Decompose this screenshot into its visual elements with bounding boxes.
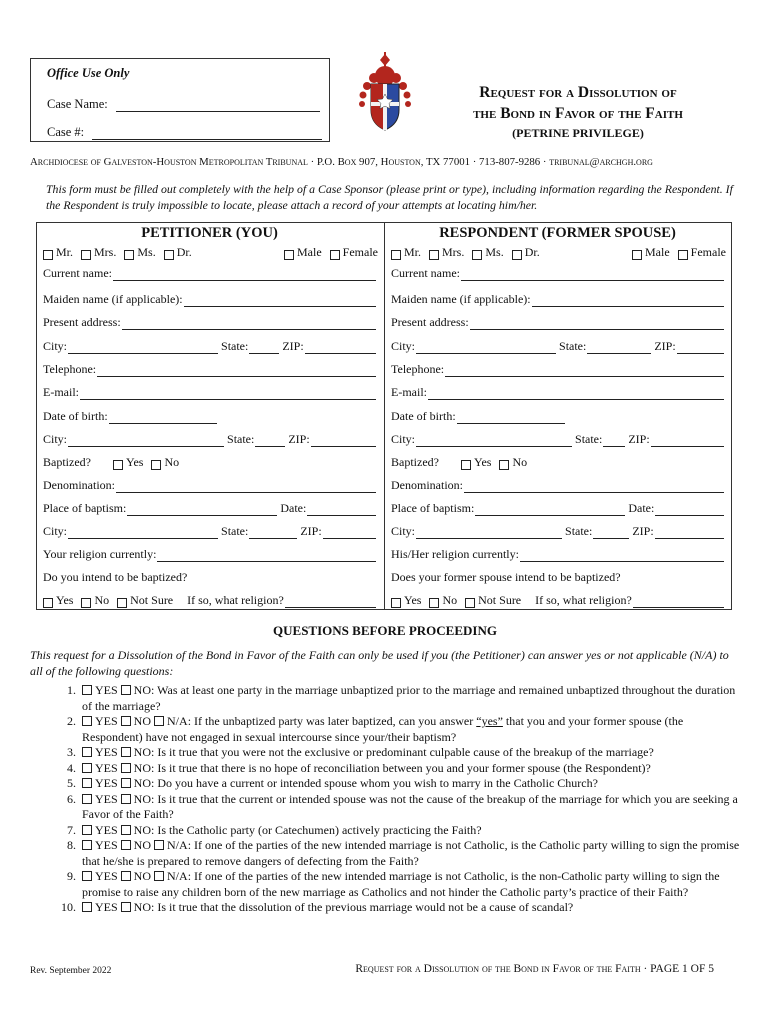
- case-name-label: Case Name:: [47, 97, 108, 111]
- respondent-intend-row: [391, 570, 726, 585]
- petitioner-baptism-place-field[interactable]: [127, 503, 277, 516]
- q4-no-checkbox[interactable]: [121, 763, 131, 773]
- label-no: No: [512, 455, 528, 469]
- petitioner-dr-checkbox[interactable]: [164, 250, 174, 260]
- label-email: E-mail:: [391, 385, 427, 399]
- label-yes: Yes: [473, 455, 492, 469]
- petitioner-baptism-zip-field[interactable]: [323, 526, 376, 539]
- form-instructions: This form must be filled out completely with the help of a Case Sponsor (please print or type), including information regarding the Respondent. If the Respondent is truly impossible to locate, please attach a record of your attempts at locating him/her.: [46, 182, 733, 212]
- label-state: State:: [221, 524, 249, 538]
- question-number: 7.: [67, 822, 76, 837]
- respondent-heading: RESPONDENT (FORMER SPOUSE): [439, 225, 676, 241]
- office-use-box: [30, 58, 330, 142]
- page-footer: Request for a Dissolution of the Bond in Favor of the Faith · PAGE 1 OF 5: [355, 963, 714, 975]
- petitioner-telephone-field[interactable]: [97, 364, 376, 377]
- party-info-grid: [36, 222, 732, 610]
- respondent-denomination-row: [391, 478, 726, 493]
- label-what-religion: If so, what religion?: [535, 593, 632, 607]
- label-zip: ZIP:: [300, 524, 322, 538]
- label-mr: Mr.: [404, 245, 422, 259]
- petitioner-baptized-no-checkbox[interactable]: [151, 460, 161, 470]
- label-state: State:: [575, 432, 603, 446]
- case-name-field[interactable]: [116, 99, 320, 112]
- petitioner-intend-no-checkbox[interactable]: [81, 598, 91, 608]
- q1-yes-checkbox[interactable]: [82, 685, 92, 695]
- question-text: : Is it true that the dissolution of the previous marriage would not be a cause of scandal?: [151, 900, 574, 914]
- label-religion: Your religion currently:: [43, 547, 157, 561]
- petitioner-address-field[interactable]: [122, 317, 376, 330]
- q2-na-checkbox[interactable]: [154, 716, 164, 726]
- q5-no-checkbox[interactable]: [121, 778, 131, 788]
- q7-yes-checkbox[interactable]: [82, 825, 92, 835]
- label-telephone: Telephone:: [391, 362, 445, 376]
- q5-yes-checkbox[interactable]: [82, 778, 92, 788]
- respondent-dr-checkbox[interactable]: [512, 250, 522, 260]
- label-female: Female: [342, 245, 378, 259]
- q2-no-checkbox[interactable]: [121, 716, 131, 726]
- label-maiden-name: Maiden name (if applicable):: [391, 292, 531, 306]
- label-maiden-name: Maiden name (if applicable):: [43, 292, 183, 306]
- label-male: Male: [297, 245, 322, 259]
- label-female: Female: [690, 245, 726, 259]
- q10-yes-checkbox[interactable]: [82, 902, 92, 912]
- label-current-name: Current name:: [391, 266, 460, 280]
- q8-na-checkbox[interactable]: [154, 840, 164, 850]
- petitioner-future-religion-field[interactable]: [285, 595, 376, 608]
- label-no: NO: [133, 838, 152, 852]
- respondent-intend-answer-row: [391, 593, 726, 608]
- petitioner-intend-answer-row: [43, 593, 378, 608]
- question-number: 4.: [67, 760, 76, 775]
- petitioner-religion-row: [43, 547, 378, 562]
- label-na: N/A: [167, 869, 188, 883]
- label-not-sure: Not Sure: [478, 593, 522, 607]
- question-text: : If one of the parties of the new intended marriage is not Catholic, is the non-Catholic party willing to sign the promise to raise any children born of the new marriage as Catholics and not hinder the Catholic party’s practice of their Faith?: [82, 869, 720, 899]
- label-state: State:: [559, 339, 587, 353]
- question-number: 3.: [67, 745, 76, 759]
- petitioner-birth-zip-field[interactable]: [311, 434, 376, 447]
- petitioner-address-row: [43, 315, 378, 330]
- label-yes: YES: [95, 900, 118, 914]
- petitioner-state-field[interactable]: [249, 341, 279, 354]
- petitioner-dob-field[interactable]: [109, 411, 217, 424]
- respondent-birth-state-field[interactable]: [603, 434, 625, 447]
- label-yes: YES: [95, 745, 118, 759]
- petitioner-denomination-field[interactable]: [116, 480, 376, 493]
- petitioner-email-row: [43, 385, 378, 400]
- petitioner-mrs-checkbox[interactable]: [81, 250, 91, 260]
- label-yes: Yes: [404, 593, 422, 607]
- office-use-title: Office Use Only: [47, 66, 130, 80]
- respondent-intend-yes-checkbox[interactable]: [391, 598, 401, 608]
- petitioner-telephone-row: [43, 362, 378, 377]
- label-intend-baptized: Do you intend to be baptized?: [43, 570, 188, 584]
- archdiocese-crest-icon: [357, 50, 413, 134]
- label-telephone: Telephone:: [43, 362, 97, 376]
- label-male: Male: [645, 245, 670, 259]
- label-not-sure: Not Sure: [130, 593, 174, 607]
- respondent-current-name-row: [391, 266, 726, 281]
- case-number-field[interactable]: [92, 127, 322, 140]
- label-present-address: Present address:: [43, 315, 121, 329]
- label-date: Date:: [628, 501, 655, 515]
- respondent-email-row: [391, 385, 726, 400]
- questions-heading: QUESTIONS BEFORE PROCEEDING: [273, 623, 497, 638]
- question-3: [30, 745, 746, 761]
- label-denomination: Denomination:: [391, 478, 463, 492]
- q10-no-checkbox[interactable]: [121, 902, 131, 912]
- petitioner-birth-city-row: [43, 432, 378, 447]
- respondent-birth-city-field[interactable]: [416, 434, 572, 447]
- question-6: [30, 792, 746, 823]
- label-state: State:: [227, 432, 255, 446]
- label-na: N/A: [167, 838, 188, 852]
- q6-no-checkbox[interactable]: [121, 794, 131, 804]
- label-state: State:: [565, 524, 593, 538]
- q8-no-checkbox[interactable]: [121, 840, 131, 850]
- q4-yes-checkbox[interactable]: [82, 763, 92, 773]
- label-city: City:: [43, 339, 68, 353]
- petitioner-religion-field[interactable]: [157, 549, 376, 562]
- respondent-ms-checkbox[interactable]: [472, 250, 482, 260]
- question-number: 10.: [61, 900, 76, 914]
- q3-yes-checkbox[interactable]: [82, 747, 92, 757]
- question-2: [30, 714, 746, 745]
- petitioner-city-field[interactable]: [68, 341, 218, 354]
- label-place-of-baptism: Place of baptism:: [391, 501, 475, 515]
- petitioner-title-row: [43, 245, 378, 260]
- respondent-baptism-zip-field[interactable]: [655, 526, 724, 539]
- petitioner-heading: PETITIONER (YOU): [141, 225, 278, 241]
- label-city: City:: [391, 339, 416, 353]
- label-zip: ZIP:: [632, 524, 654, 538]
- respondent-dob-row: [391, 409, 726, 424]
- label-no: No: [94, 593, 110, 607]
- question-text: : Is it true that there is no hope of reconciliation between you and your former spouse (the Respondent)?: [151, 760, 651, 775]
- petitioner-baptized-row: [43, 455, 378, 470]
- form-title-line-2: the Bond in Favor of the Faith: [473, 105, 683, 122]
- label-yes: YES: [95, 683, 118, 697]
- question-1: [30, 683, 746, 714]
- petitioner-maiden-name-field[interactable]: [184, 294, 376, 307]
- revision-date: Rev. September 2022: [30, 966, 112, 976]
- respondent-baptized-yes-checkbox[interactable]: [461, 460, 471, 470]
- respondent-telephone-field[interactable]: [445, 364, 724, 377]
- label-current-name: Current name:: [43, 266, 112, 280]
- label-no: No: [442, 593, 458, 607]
- label-spouse-intend-baptized: Does your former spouse intend to be baptized?: [391, 570, 621, 584]
- label-ms: Ms.: [137, 245, 156, 259]
- respondent-baptized-no-checkbox[interactable]: [499, 460, 509, 470]
- question-number: 5.: [67, 776, 76, 790]
- label-no: NO: [133, 791, 152, 806]
- label-dob: Date of birth:: [391, 409, 456, 423]
- petitioner-baptism-date-field[interactable]: [307, 503, 376, 516]
- q7-no-checkbox[interactable]: [121, 825, 131, 835]
- label-city: City:: [43, 432, 68, 446]
- label-yes: YES: [95, 776, 118, 790]
- q9-yes-checkbox[interactable]: [82, 871, 92, 881]
- petitioner-dob-row: [43, 409, 378, 424]
- question-text: : If one of the parties of the new intended marriage is not Catholic, is the Catholic party willing to sign the promise that he/she is prepared to remove dangers of defecting from the Faith?: [82, 838, 740, 868]
- question-10: [30, 900, 746, 916]
- q9-no-checkbox[interactable]: [121, 871, 131, 881]
- question-7: [30, 823, 746, 839]
- label-yes: YES: [95, 760, 118, 775]
- respondent-religion-row: [391, 547, 726, 562]
- respondent-mrs-checkbox[interactable]: [429, 250, 439, 260]
- petitioner-denomination-row: [43, 478, 378, 493]
- respondent-address-row: [391, 315, 726, 330]
- respondent-baptism-city-row: [391, 524, 726, 539]
- label-baptized: Baptized?: [391, 455, 439, 469]
- question-5: [30, 776, 746, 792]
- petitioner-email-field[interactable]: [80, 387, 376, 400]
- respondent-female-checkbox[interactable]: [678, 250, 688, 260]
- respondent-baptism-state-field[interactable]: [593, 526, 629, 539]
- petitioner-current-name-row: [43, 266, 378, 281]
- petitioner-baptism-state-field[interactable]: [249, 526, 297, 539]
- respondent-mr-checkbox[interactable]: [391, 250, 401, 260]
- respondent-title-row: [391, 245, 726, 260]
- label-dr: Dr.: [176, 245, 192, 259]
- petitioner-column: [37, 223, 382, 609]
- label-no: NO: [133, 869, 152, 883]
- label-no: No: [164, 455, 180, 469]
- petitioner-intend-notsure-checkbox[interactable]: [117, 598, 127, 608]
- respondent-future-religion-field[interactable]: [633, 595, 724, 608]
- question-text: : Is the Catholic party (or Catechumen) actively practicing the Faith?: [151, 822, 482, 837]
- label-zip: ZIP:: [288, 432, 310, 446]
- label-city: City:: [391, 524, 416, 538]
- respondent-email-field[interactable]: [428, 387, 724, 400]
- question-text: : Do you have a current or intended spouse whom you wish to marry in the Catholic Church?: [151, 776, 598, 790]
- label-no: NO: [133, 760, 152, 775]
- petitioner-city-row: [43, 339, 378, 354]
- q6-yes-checkbox[interactable]: [82, 794, 92, 804]
- label-denomination: Denomination:: [43, 478, 115, 492]
- q3-no-checkbox[interactable]: [121, 747, 131, 757]
- label-no: NO: [133, 776, 152, 790]
- label-yes: YES: [95, 822, 118, 837]
- label-no: NO: [133, 822, 152, 837]
- petitioner-baptism-city-row: [43, 524, 378, 539]
- label-yes: YES: [95, 791, 118, 806]
- q9-na-checkbox[interactable]: [154, 871, 164, 881]
- question-number: 8.: [67, 838, 76, 852]
- question-text: : Was at least one party in the marriage unbaptized prior to the marriage and remained unbaptized throughout the duration of the marriage?: [82, 683, 736, 713]
- label-mrs: Mrs.: [442, 245, 465, 259]
- petitioner-female-checkbox[interactable]: [330, 250, 340, 260]
- respondent-baptism-place-row: [391, 501, 726, 516]
- label-date: Date:: [280, 501, 307, 515]
- tribunal-contact-line: Archdiocese of Galveston-Houston Metropolitan Tribunal · P.O. Box 907, Houston, TX 77001 · 713-807-9286 · tribunal@archgh.org: [30, 156, 653, 168]
- label-ms: Ms.: [485, 245, 504, 259]
- label-what-religion: If so, what religion?: [187, 593, 284, 607]
- label-baptized: Baptized?: [43, 455, 91, 469]
- respondent-religion-field[interactable]: [520, 549, 724, 562]
- q1-no-checkbox[interactable]: [121, 685, 131, 695]
- question-text-emphasis: “yes”: [476, 714, 503, 728]
- petitioner-current-name-field[interactable]: [113, 268, 376, 281]
- label-yes: Yes: [125, 455, 144, 469]
- respondent-maiden-name-row: [391, 292, 726, 307]
- q2-yes-checkbox[interactable]: [82, 716, 92, 726]
- form-subtitle: (PETRINE PRIVILEGE): [512, 126, 644, 140]
- question-8: [30, 838, 746, 869]
- questions-list: [30, 683, 746, 916]
- label-zip: ZIP:: [628, 432, 650, 446]
- respondent-intend-no-checkbox[interactable]: [429, 598, 439, 608]
- respondent-baptism-city-field[interactable]: [416, 526, 562, 539]
- label-email: E-mail:: [43, 385, 79, 399]
- respondent-column: [385, 223, 730, 609]
- questions-intro: This request for a Dissolution of the Bond in Favor of the Faith can only be used if you (the Petitioner) can answer yes or not applicable (N/A) to all of the following questions:: [30, 648, 729, 678]
- form-title: [428, 82, 728, 124]
- form-title-line-1: Request for a Dissolution of: [479, 84, 677, 101]
- petitioner-zip-field[interactable]: [305, 341, 376, 354]
- respondent-baptism-date-field[interactable]: [655, 503, 724, 516]
- question-4: [30, 761, 746, 777]
- petitioner-intend-row: [43, 570, 378, 585]
- petitioner-male-checkbox[interactable]: [284, 250, 294, 260]
- label-mrs: Mrs.: [94, 245, 117, 259]
- question-text: : Is it true that you were not the exclusive or predominant culpable cause of the breakup of the marriage?: [151, 745, 654, 759]
- question-text: : If the unbaptized party was later baptized, can you answer: [187, 714, 477, 728]
- label-state: State:: [221, 339, 249, 353]
- petitioner-baptized-yes-checkbox[interactable]: [113, 460, 123, 470]
- respondent-city-field[interactable]: [416, 341, 556, 354]
- label-dob: Date of birth:: [43, 409, 108, 423]
- question-text: that you and your former spouse (the Respondent) have not engaged in sexual intercourse since your/their baptism?: [82, 714, 684, 744]
- label-no: NO: [133, 714, 152, 728]
- respondent-dob-field[interactable]: [457, 411, 565, 424]
- respondent-intend-notsure-checkbox[interactable]: [465, 598, 475, 608]
- respondent-maiden-name-field[interactable]: [532, 294, 724, 307]
- respondent-state-field[interactable]: [587, 341, 651, 354]
- label-yes: YES: [95, 838, 118, 852]
- q8-yes-checkbox[interactable]: [82, 840, 92, 850]
- label-yes: Yes: [56, 593, 74, 607]
- question-number: 2.: [67, 714, 76, 728]
- respondent-city-row: [391, 339, 726, 354]
- label-zip: ZIP:: [654, 339, 676, 353]
- respondent-denomination-field[interactable]: [464, 480, 724, 493]
- respondent-birth-zip-field[interactable]: [651, 434, 724, 447]
- petitioner-birth-state-field[interactable]: [255, 434, 285, 447]
- label-place-of-baptism: Place of baptism:: [43, 501, 127, 515]
- petitioner-intend-yes-checkbox[interactable]: [43, 598, 53, 608]
- label-no: NO: [133, 900, 152, 914]
- petitioner-baptism-place-row: [43, 501, 378, 516]
- label-city: City:: [43, 524, 68, 538]
- respondent-address-field[interactable]: [470, 317, 724, 330]
- question-text: : Is it true that the current or intended spouse was not the cause of the breakup of the marriage for which you are seeking a Favor of the Faith?: [82, 791, 738, 821]
- label-no: NO: [133, 745, 152, 759]
- respondent-telephone-row: [391, 362, 726, 377]
- respondent-baptism-place-field[interactable]: [475, 503, 625, 516]
- label-mr: Mr.: [56, 245, 74, 259]
- label-yes: YES: [95, 714, 118, 728]
- respondent-current-name-field[interactable]: [461, 268, 724, 281]
- petitioner-mr-checkbox[interactable]: [43, 250, 53, 260]
- label-zip: ZIP:: [282, 339, 304, 353]
- label-city: City:: [391, 432, 416, 446]
- question-number: 6.: [67, 791, 76, 806]
- label-yes: YES: [95, 869, 118, 883]
- petitioner-maiden-name-row: [43, 292, 378, 307]
- respondent-zip-field[interactable]: [677, 341, 724, 354]
- question-9: [30, 869, 746, 900]
- respondent-male-checkbox[interactable]: [632, 250, 642, 260]
- respondent-baptized-row: [391, 455, 726, 470]
- label-no: NO: [133, 683, 152, 697]
- label-present-address: Present address:: [391, 315, 469, 329]
- petitioner-baptism-city-field[interactable]: [68, 526, 218, 539]
- case-number-label: Case #:: [47, 125, 85, 139]
- petitioner-ms-checkbox[interactable]: [124, 250, 134, 260]
- label-his-her-religion: His/Her religion currently:: [391, 547, 519, 561]
- petitioner-birth-city-field[interactable]: [68, 434, 224, 447]
- label-na: N/A: [167, 714, 188, 728]
- question-number: 9.: [67, 869, 76, 883]
- respondent-birth-city-row: [391, 432, 726, 447]
- question-number: 1.: [67, 683, 76, 697]
- label-dr: Dr.: [524, 245, 540, 259]
